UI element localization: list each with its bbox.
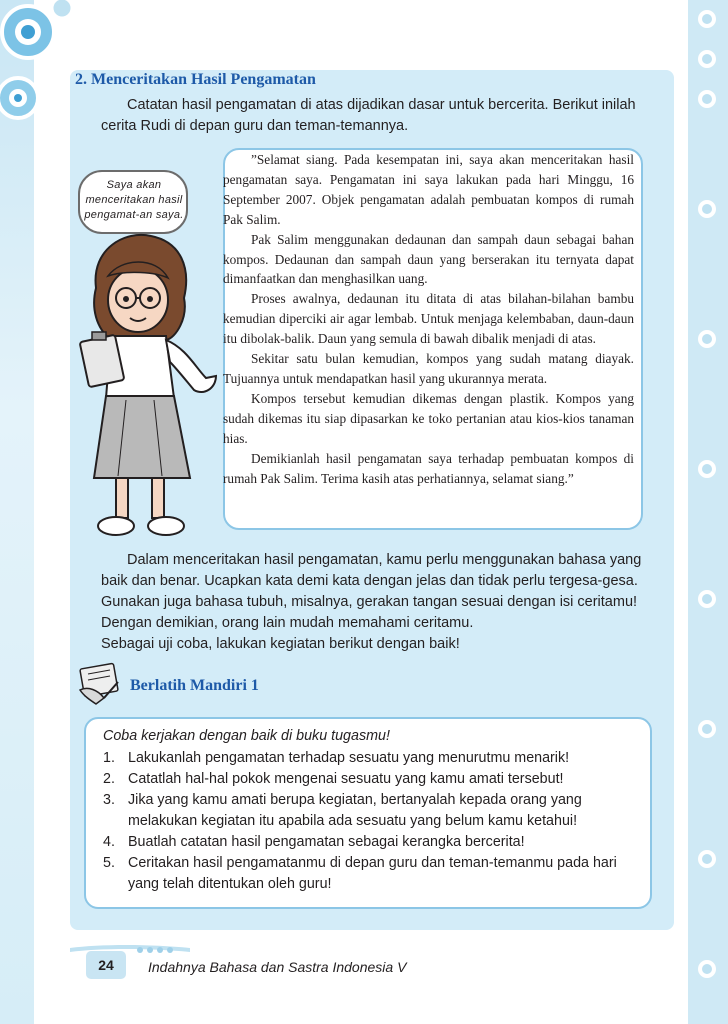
list-item-text: Jika yang kamu amati berupa kegiatan, bertanyalah kepada orang yang melakukan kegiatan itu apabila ada sesuatu yang belum kamu ketahui! bbox=[128, 792, 582, 829]
list-item-text: Ceritakan hasil pengamatanmu di depan guru dan teman-temanmu pada hari yang telah ditentukan oleh guru! bbox=[128, 855, 617, 892]
advice-line-5: Sebagai uji coba, lakukan kegiatan berikut dengan baik! bbox=[101, 636, 460, 652]
list-item bbox=[103, 790, 643, 832]
story-paragraph: Kompos tersebut kemudian dikemas dengan plastik. Kompos yang sudah dikemas itu siap dipasarkan ke toko pertanian atau kios-kios tanaman hias. bbox=[223, 390, 634, 446]
practice-list bbox=[103, 748, 643, 895]
story-text bbox=[223, 150, 634, 488]
speech-bubble-text: Saya akan menceritakan hasil pengamat-an saya. bbox=[84, 179, 184, 221]
writing-hand-icon bbox=[74, 660, 124, 706]
advice-line-3: Gunakan juga bahasa tubuh, misalnya, gerakan tangan sesuai dengan isi ceritamu! bbox=[101, 594, 638, 610]
story-paragraph: ”Selamat siang. Pada kesempatan ini, saya akan menceritakan hasil pengamatan saya. Pengamatan ini saya lakukan pada hari Minggu, 16 September 2007. Objek pengamatan adalah pembuatan kompos di rumah Pak Salim. bbox=[223, 152, 634, 227]
page-number: 24 bbox=[86, 951, 126, 979]
list-item-number: 3. bbox=[103, 792, 115, 808]
list-item bbox=[103, 832, 643, 853]
right-decorative-band bbox=[688, 0, 728, 1024]
list-item-text: Lakukanlah pengamatan terhadap sesuatu yang menurutmu menarik! bbox=[128, 750, 570, 766]
advice-line-1: Dalam menceritakan hasil pengamatan, kamu perlu menggunakan bahasa yang bbox=[127, 552, 642, 568]
story-paragraph: Proses awalnya, dedaunan itu ditata di atas bilahan-bilahan bambu kemudian diperciki air agar lembab. Untuk menjaga kelembaban, daun-daun itu dibolak-balik. Daun yang semula di bawah dibalik menjadi di atas. bbox=[223, 291, 634, 347]
list-item-number: 4. bbox=[103, 834, 115, 850]
list-item bbox=[103, 853, 643, 895]
book-title: Indahnya Bahasa dan Sastra Indonesia V bbox=[148, 959, 407, 975]
list-item-text: Buatlah catatan hasil pengamatan sebagai kerangka bercerita! bbox=[128, 834, 525, 850]
intro-line-1: Catatan hasil pengamatan di atas dijadikan dasar untuk bercerita. Berikut inilah bbox=[127, 97, 636, 113]
list-item-number: 2. bbox=[103, 771, 115, 787]
left-decorative-band bbox=[0, 0, 34, 1024]
list-item-number: 1. bbox=[103, 750, 115, 766]
list-item-text: Catatlah hal-hal pokok mengenai sesuatu yang kamu amati tersebut! bbox=[128, 771, 564, 787]
corner-circles-decoration bbox=[0, 0, 80, 150]
list-item bbox=[103, 769, 643, 790]
list-item-number: 5. bbox=[103, 855, 115, 871]
advice-line-2: baik dan benar. Ucapkan kata demi kata dengan jelas dan tidak perlu tergesa-gesa. bbox=[101, 573, 638, 589]
practice-instruction: Coba kerjakan dengan baik di buku tugasmu! bbox=[103, 728, 390, 744]
advice-line-4: Dengan demikian, orang lain mudah memahami ceritamu. bbox=[101, 615, 474, 631]
list-item bbox=[103, 748, 643, 769]
section-title: 2. Menceritakan Hasil Pengamatan bbox=[75, 71, 316, 88]
girl-presenter-illustration bbox=[66, 228, 226, 548]
practice-title: Berlatih Mandiri 1 bbox=[130, 677, 259, 694]
intro-line-2: cerita Rudi di depan guru dan teman-temannya. bbox=[101, 118, 409, 134]
story-paragraph: Demikianlah hasil pengamatan saya terhadap pembuatan kompos di rumah Pak Salim. Terima kasih atas perhatiannya, selamat siang.” bbox=[223, 450, 634, 486]
story-paragraph: Sekitar satu bulan kemudian, kompos yang sudah matang diayak. Tujuannya untuk mendapatkan hasil yang ukurannya merata. bbox=[223, 351, 634, 386]
story-paragraph: Pak Salim menggunakan dedaunan dan sampah daun sebagai bahan kompos. Dedaunan dan sampah daun yang berserakan itu ternyata dapat dimanfaatkan dan menghasilkan uang. bbox=[223, 231, 634, 287]
